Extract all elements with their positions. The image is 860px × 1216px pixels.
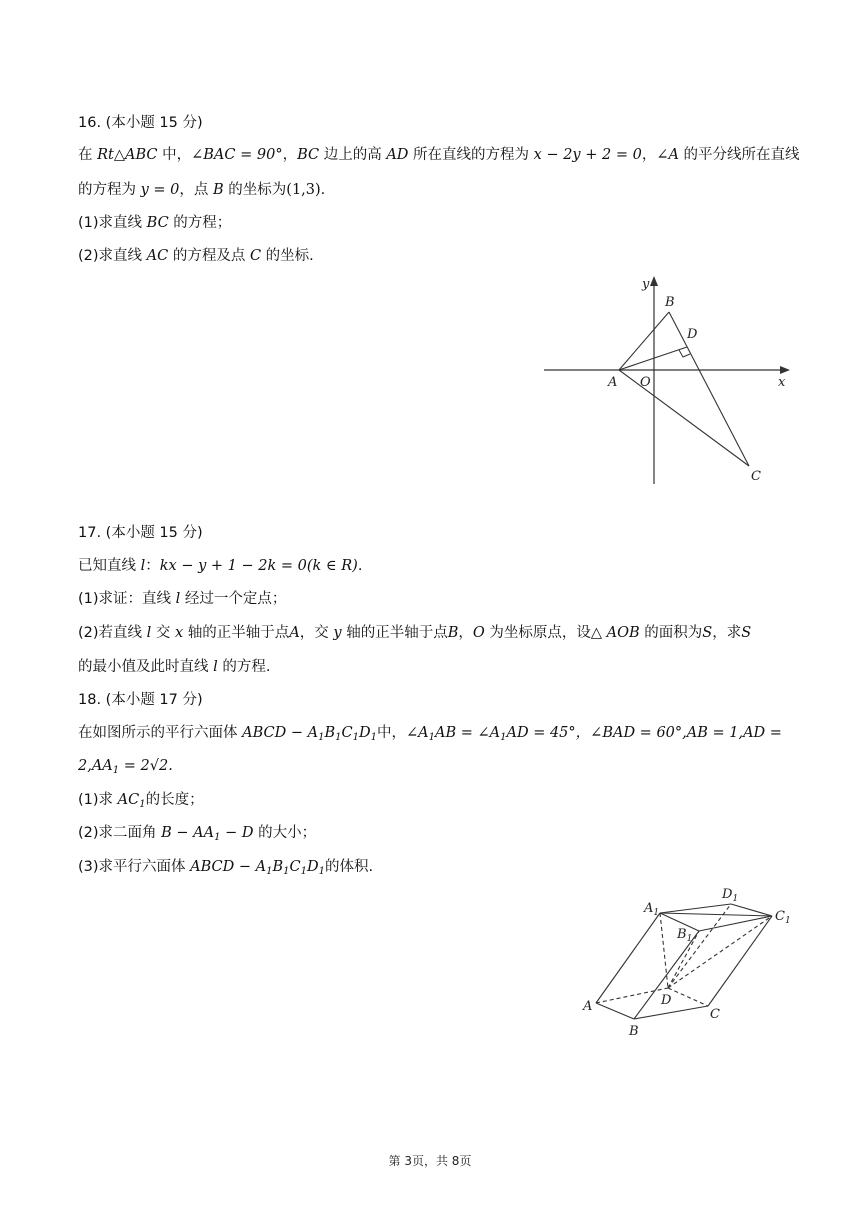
- q17-statement: 已知直线 l：kx − y + 1 − 2k = 0(k ∈ R).: [78, 558, 363, 574]
- segment-a1d: [660, 913, 668, 988]
- x-axis-arrow: [780, 366, 790, 374]
- q17-part2-line1: (2)若直线 l 交 x 轴的正半轴于点A，交 y 轴的正半轴于点B，O 为坐标原点，设△ AOB 的面积为S，求S: [78, 625, 752, 641]
- label-a: A: [583, 999, 593, 1014]
- label-b1: $B_1$: [677, 927, 693, 944]
- edge-d1c1: [731, 904, 772, 916]
- edge-cc1: [708, 916, 772, 1006]
- q16-statement-line2: 的方程为 y = 0，点 B 的坐标为(1,3).: [78, 182, 326, 198]
- label-c: C: [751, 469, 761, 484]
- label-d: D: [661, 993, 672, 1008]
- q17-part2-line2: 的最小值及此时直线 l 的方程.: [78, 659, 271, 675]
- q16-part2: (2)求直线 AC 的方程及点 C 的坐标.: [78, 248, 314, 264]
- label-b: B: [629, 1024, 639, 1039]
- y-axis-arrow: [650, 276, 658, 286]
- q17-part1: (1)求证：直线 l 经过一个定点；: [78, 591, 287, 607]
- edge-ad: [596, 988, 668, 1003]
- edge-ab: [596, 1003, 634, 1019]
- q16-header: 16. (本小题 15 分): [78, 115, 203, 131]
- label-a1: $A_1$: [644, 901, 660, 918]
- q18-part1: (1)求 $AC_1$的长度；: [78, 792, 204, 810]
- page-footer: 第 3页，共 8页: [388, 1154, 472, 1168]
- edge-dd1: [668, 904, 731, 988]
- edge-a1d1: [660, 904, 731, 913]
- edge-aa1: [596, 913, 660, 1003]
- label-c: C: [710, 1007, 720, 1022]
- label-y: y: [642, 277, 650, 292]
- segment-bc: [669, 312, 749, 466]
- q18-part2: (2)求二面角 $B - AA_1 - D$ 的大小；: [78, 825, 317, 843]
- label-c1: $C_1$: [775, 909, 791, 926]
- q17-header: 17. (本小题 15 分): [78, 525, 203, 541]
- label-x: x: [778, 375, 786, 390]
- label-b: B: [665, 295, 675, 310]
- q16-part1: (1)求直线 BC 的方程；: [78, 215, 232, 231]
- diagonal-a1c1: [660, 913, 772, 916]
- label-d: D: [687, 327, 698, 342]
- edge-dc: [668, 988, 708, 1006]
- q18-statement-line1: 在如图所示的平行六面体 ABCD − $A_1B_1C_1D_1$中，$\angle A_1AB$ = $\angle A_1AD = 45^\circ$，∠BAD = 60°,AB = 1,AD =: [78, 725, 782, 743]
- label-o: O: [640, 375, 651, 390]
- label-a: A: [608, 375, 618, 390]
- q18-header: 18. (本小题 17 分): [78, 692, 203, 708]
- q18-figure: [576, 878, 806, 1048]
- q16-figure: [540, 268, 800, 490]
- segment-ac: [619, 370, 749, 466]
- right-angle-mark: [679, 350, 690, 357]
- label-d1: $D_1$: [722, 887, 739, 904]
- q18-statement-line2: $2,AA_1 = 2√2$.: [78, 758, 173, 776]
- q18-part3: (3)求平行六面体 ABCD − $A_1B_1C_1D_1$的体积.: [78, 859, 374, 877]
- q16-statement-line1: 在 Rt△ABC 中，∠BAC = 90°，BC 边上的高 AD 所在直线的方程为 x − 2y + 2 = 0，∠A 的平分线所在直线: [78, 147, 800, 163]
